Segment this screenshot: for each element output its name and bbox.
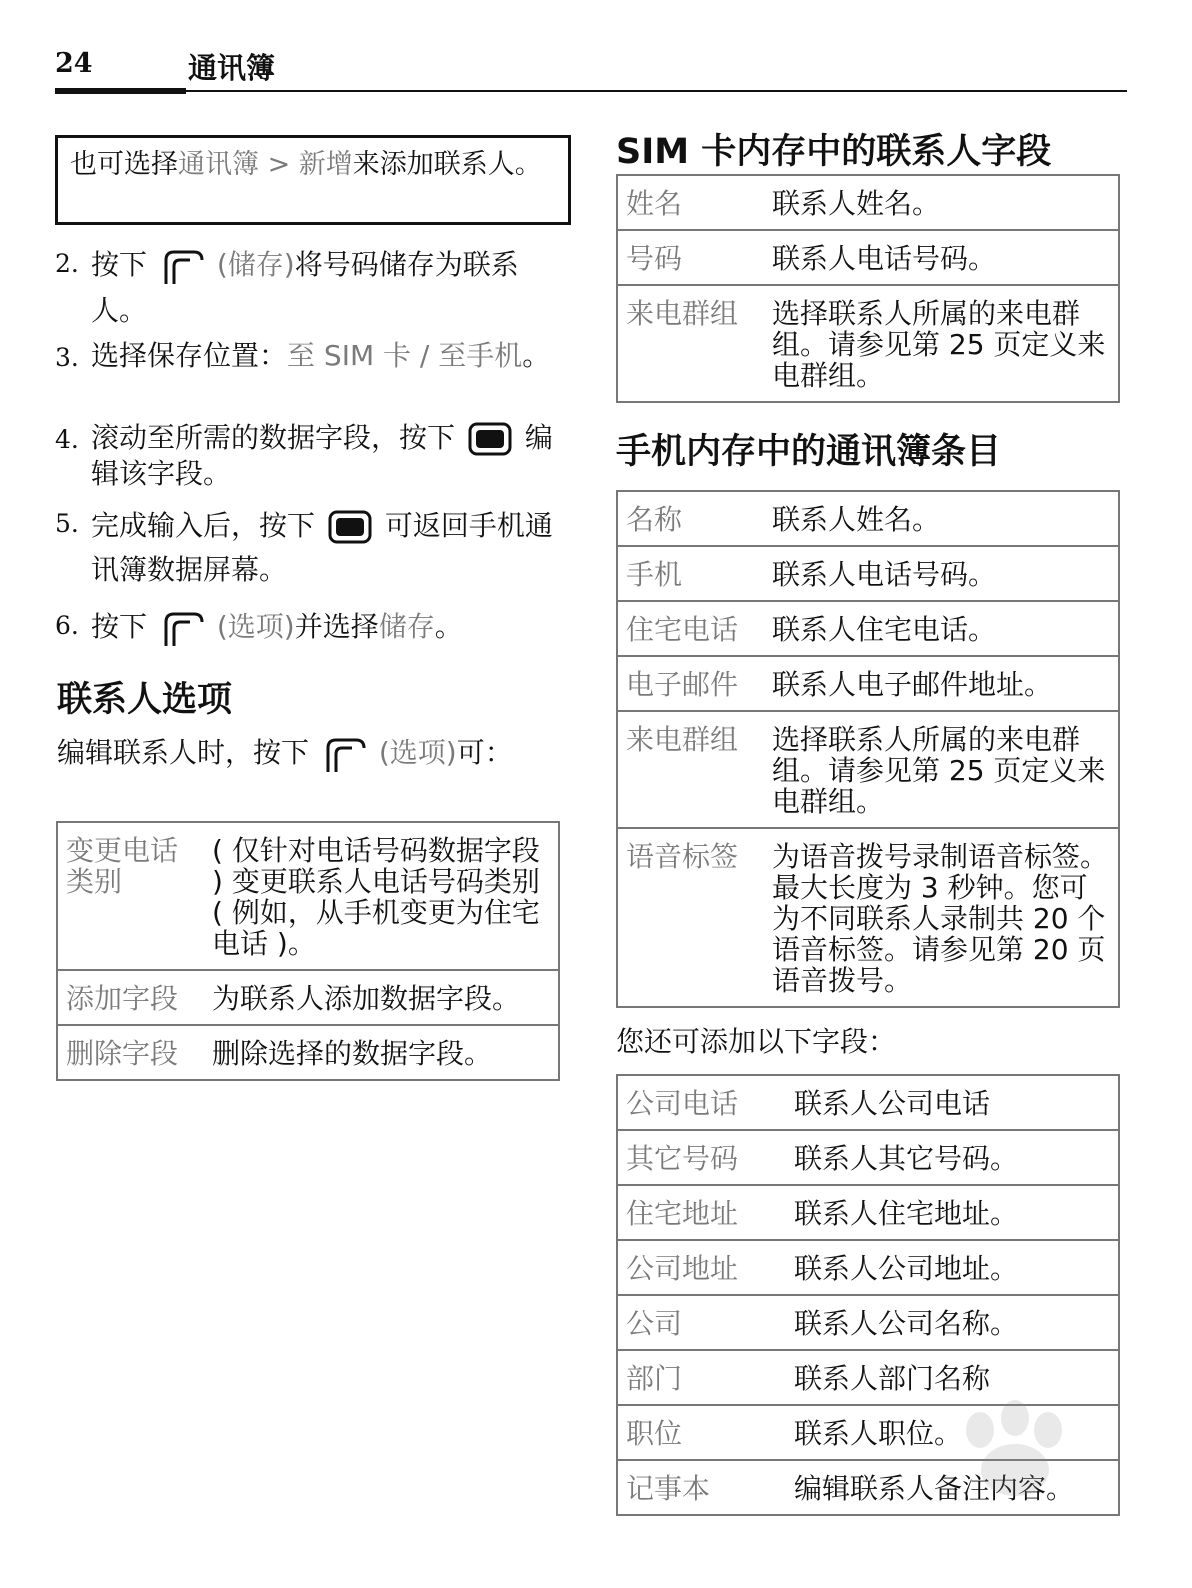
row-key: 其它号码 [617,1130,786,1185]
table-row [617,828,1119,1007]
contact-options-table [56,821,560,1081]
step-option: 储存 [227,248,284,281]
row-value: 联系人部门名称 [786,1350,1119,1405]
note-separator: > [259,149,299,180]
row-value: 联系人住宅地址。 [786,1185,1119,1240]
row-key: 电子邮件 [617,656,764,711]
header-rule [55,90,1127,92]
note-menu-new: 新增 [298,149,353,180]
left-softkey-icon [160,608,204,648]
center-key-icon [468,422,512,456]
intro-text: 编辑联系人时，按下 [57,736,310,769]
table-row [617,1185,1119,1240]
table-row [57,1025,559,1080]
table-row [57,970,559,1025]
row-value: 联系人公司电话 [794,1087,991,1120]
step-text-after: 编辑该字段。 [91,421,553,490]
step-text: 选择保存位置： [91,339,288,372]
table-row [57,822,559,970]
watermark-paw-icon [940,1390,1120,1520]
row-value: 联系人电子邮件地址。 [764,656,1119,711]
row-key: 变更电话类别 [66,834,179,898]
table-row [617,491,1119,546]
row-key: 名称 [626,503,683,536]
row-value: 联系人公司名称。 [786,1295,1119,1350]
page-number: 24 [55,48,93,79]
row-key: 记事本 [617,1460,786,1515]
row-value: 选择联系人所属的来电群组。请参见第 25 页定义来电群组。 [764,711,1119,828]
row-key: 号码 [617,230,764,285]
note-suffix: 来添加联系人。 [352,149,542,180]
step-option-2: 储存 [378,610,435,643]
row-key: 语音标签 [617,828,764,1007]
step-option: 至 SIM 卡 / 至手机 [287,339,523,372]
chapter-title: 通讯簿 [188,51,276,85]
row-value: 联系人其它号码。 [786,1130,1119,1185]
phone-fields-heading: 手机内存中的通讯簿条目 [616,432,1002,472]
step-number: 2. [55,249,79,278]
step-text-middle: 并选择 [294,610,379,643]
row-value: 联系人电话号码。 [764,546,1119,601]
row-key: 部门 [617,1350,786,1405]
contact-options-intro: 编辑联系人时，按下 (选项)可： [57,734,547,774]
table-row [617,711,1119,828]
row-value: 联系人电话号码。 [764,230,1119,285]
step-text-after: 。 [434,610,463,643]
table-row [617,546,1119,601]
note-menu-contacts: 通讯簿 [178,149,259,180]
sim-fields-table [616,174,1120,403]
left-softkey-icon [160,246,204,286]
table-row [617,1295,1119,1350]
phone-fields-table [616,490,1120,1008]
row-key: 添加字段 [57,970,204,1025]
table-row [617,656,1119,711]
row-key: 来电群组 [617,285,764,402]
row-value: 编辑联系人备注内容。 [786,1460,1119,1515]
contact-options-heading: 联系人选项 [57,680,233,720]
table-row [617,285,1119,402]
row-key: 来电群组 [617,711,764,828]
row-value: 联系人职位。 [786,1405,1119,1460]
step-text-after: 可返回手机通讯簿数据屏幕。 [91,509,553,586]
table-row [617,601,1119,656]
table-row [617,1130,1119,1185]
step-text: 完成输入后，按下 [91,509,316,542]
step-option: 选项 [227,610,284,643]
extra-fields-intro: 您还可添加以下字段： [616,1025,897,1058]
step-number: 6. [55,611,79,640]
row-value: 为语音拨号录制语音标签。最大长度为 3 秒钟。您可为不同联系人录制共 20 个语音标签。请参见第 20 页语音拨号。 [764,828,1119,1007]
row-value: 联系人住宅电话。 [764,601,1119,656]
intro-option: 选项 [389,736,446,769]
step-text: 按下 [91,248,148,281]
step-text: 按下 [91,610,148,643]
page-header [55,40,1127,98]
row-key: 公司 [617,1295,786,1350]
step-number: 4. [55,425,79,454]
center-key-icon [328,510,372,544]
row-value: 删除选择的数据字段。 [204,1025,559,1080]
table-row [617,1075,1119,1130]
row-key: 住宅电话 [617,601,764,656]
row-key: 职位 [617,1405,786,1460]
row-value: 为联系人添加数据字段。 [204,970,559,1025]
row-key: 删除字段 [57,1025,204,1080]
row-key: 住宅地址 [617,1185,786,1240]
table-row [617,1240,1119,1295]
left-softkey-icon [322,734,366,774]
step-number: 3. [55,343,79,372]
note-box [55,135,571,225]
step-text-after: 将号码储存为联系人。 [91,248,519,327]
sim-fields-heading: SIM 卡内存中的联系人字段 [616,132,1052,172]
row-value: 选择联系人所属的来电群组。请参见第 25 页定义来电群组。 [764,285,1119,402]
row-value: 联系人公司地址。 [786,1240,1119,1295]
header-tab-bar [55,88,186,94]
row-value: 联系人姓名。 [772,503,941,536]
note-text: 也可选择 [70,149,178,180]
intro-after: 可： [456,736,513,769]
row-value: ( 仅针对电话号码数据字段 ) 变更联系人电话号码类别 ( 例如，从手机变更为住宅电话 )。 [212,834,540,960]
step-text: 滚动至所需的数据字段，按下 [91,421,456,454]
row-key: 手机 [617,546,764,601]
row-value: 联系人姓名。 [772,187,941,220]
step-text-after: 。 [522,339,551,372]
step-number: 5. [55,509,79,538]
row-key: 公司电话 [626,1087,739,1120]
row-key: 姓名 [626,187,683,220]
table-row [617,230,1119,285]
row-key: 公司地址 [617,1240,786,1295]
table-row [617,175,1119,230]
